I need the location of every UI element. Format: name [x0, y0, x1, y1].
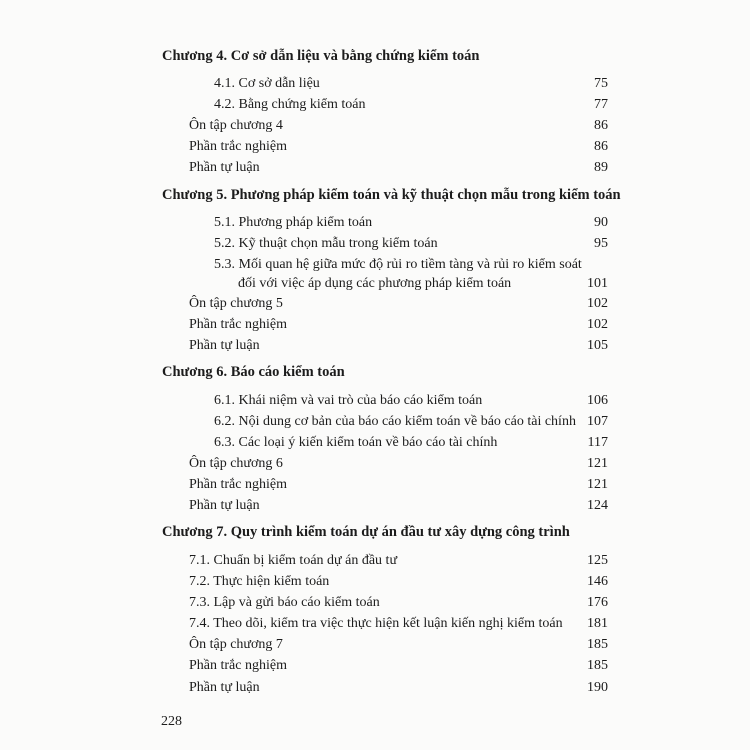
toc-entry-label: 7.1. Chuẩn bị kiểm toán dự án đầu tư — [189, 553, 398, 568]
toc-entry — [0, 338, 750, 358]
toc-entry-label: 6.1. Khái niệm và vai trò của báo cáo kiểm toán — [214, 393, 483, 408]
toc-entry — [0, 616, 750, 636]
toc-entry-label: Phần trắc nghiệm — [189, 477, 287, 492]
toc-entry-label: đối với việc áp dụng các phương pháp kiểm toán — [238, 276, 512, 291]
toc-entry — [0, 680, 750, 700]
toc-entry-page: 86 — [594, 118, 608, 133]
toc-entry — [0, 414, 750, 434]
toc-entry — [0, 236, 750, 256]
toc-entry — [0, 435, 750, 455]
toc-entry-label: 6.3. Các loại ý kiến kiểm toán về báo cáo tài chính — [214, 435, 498, 450]
toc-entry-label: 5.3. Mối quan hệ giữa mức độ rủi ro tiềm tàng và rủi ro kiểm soát — [214, 257, 582, 272]
toc-entry-page: 117 — [587, 435, 608, 450]
toc-entry-page: 106 — [587, 393, 608, 408]
toc-entry-page: 185 — [587, 658, 608, 673]
toc-entry-page: 75 — [594, 76, 608, 91]
toc-entry-page: 125 — [587, 553, 608, 568]
toc-entry — [0, 257, 750, 277]
toc-entry — [0, 553, 750, 573]
toc-entry-page: 89 — [594, 160, 608, 175]
toc-entry-page: 102 — [587, 317, 608, 332]
toc-entry — [0, 637, 750, 657]
toc-entry-label: 5.2. Kỹ thuật chọn mẫu trong kiểm toán — [214, 236, 438, 251]
toc-entry-page: 86 — [594, 139, 608, 154]
toc-entry-label: 7.4. Theo dõi, kiểm tra việc thực hiện kết luận kiến nghị kiểm toán — [189, 616, 563, 631]
toc-entry-page: 95 — [594, 236, 608, 251]
toc-entry-page: 190 — [587, 680, 608, 695]
toc-entry — [0, 658, 750, 678]
toc-entry-label: Phần tự luận — [189, 498, 260, 513]
toc-entry — [0, 595, 750, 615]
toc-entry — [0, 393, 750, 413]
toc-entry-label: Phần tự luận — [189, 160, 260, 175]
chapter-heading: Chương 5. Phương pháp kiểm toán và kỹ thuật chọn mẫu trong kiểm toán — [162, 187, 621, 203]
toc-entry — [0, 139, 750, 159]
toc-entry-label: Ôn tập chương 5 — [189, 296, 283, 311]
toc-entry-page: 90 — [594, 215, 608, 230]
toc-entry-continuation — [0, 276, 750, 296]
chapter-heading: Chương 6. Báo cáo kiểm toán — [162, 364, 345, 380]
toc-entry-label: Ôn tập chương 4 — [189, 118, 283, 133]
chapter-heading: Chương 7. Quy trình kiểm toán dự án đầu tư xây dựng công trình — [162, 524, 570, 540]
chapter-heading: Chương 4. Cơ sở dẫn liệu và bằng chứng kiểm toán — [162, 48, 480, 64]
toc-entry — [0, 215, 750, 235]
toc-entry-label: 7.3. Lập và gửi báo cáo kiểm toán — [189, 595, 380, 610]
toc-entry-page: 121 — [587, 477, 608, 492]
toc-entry — [0, 160, 750, 180]
toc-entry-label: Ôn tập chương 7 — [189, 637, 283, 652]
toc-entry-page: 105 — [587, 338, 608, 353]
toc-entry — [0, 317, 750, 337]
toc-entry — [0, 477, 750, 497]
toc-entry — [0, 296, 750, 316]
toc-entry-label: Phần trắc nghiệm — [189, 139, 287, 154]
toc-entry-label: Phần tự luận — [189, 338, 260, 353]
toc-entry-page: 185 — [587, 637, 608, 652]
toc-entry-page: 124 — [587, 498, 608, 513]
toc-entry-page: 121 — [587, 456, 608, 471]
toc-entry — [0, 456, 750, 476]
toc-entry — [0, 97, 750, 117]
page-number: 228 — [161, 714, 182, 729]
toc-entry-page: 176 — [587, 595, 608, 610]
toc-entry — [0, 76, 750, 96]
toc-entry-label: 7.2. Thực hiện kiểm toán — [189, 574, 330, 589]
toc-entry-label: 5.1. Phương pháp kiểm toán — [214, 215, 373, 230]
toc-entry-label: 6.2. Nội dung cơ bản của báo cáo kiểm toán về báo cáo tài chính — [214, 414, 576, 429]
toc-entry-page: 77 — [594, 97, 608, 112]
toc-entry-label: Phần trắc nghiệm — [189, 658, 287, 673]
toc-entry — [0, 118, 750, 138]
toc-entry-label: Phần tự luận — [189, 680, 260, 695]
toc-entry-label: 4.2. Bằng chứng kiểm toán — [214, 97, 366, 112]
toc-entry-page: 101 — [587, 276, 608, 291]
toc-entry-label: 4.1. Cơ sở dẫn liệu — [214, 76, 320, 91]
toc-entry-page: 146 — [587, 574, 608, 589]
toc-entry — [0, 574, 750, 594]
toc-entry-page: 107 — [587, 414, 608, 429]
toc-entry-label: Ôn tập chương 6 — [189, 456, 283, 471]
toc-entry — [0, 498, 750, 518]
toc-entry-label: Phần trắc nghiệm — [189, 317, 287, 332]
toc-entry-page: 102 — [587, 296, 608, 311]
toc-entry-page: 181 — [587, 616, 608, 631]
